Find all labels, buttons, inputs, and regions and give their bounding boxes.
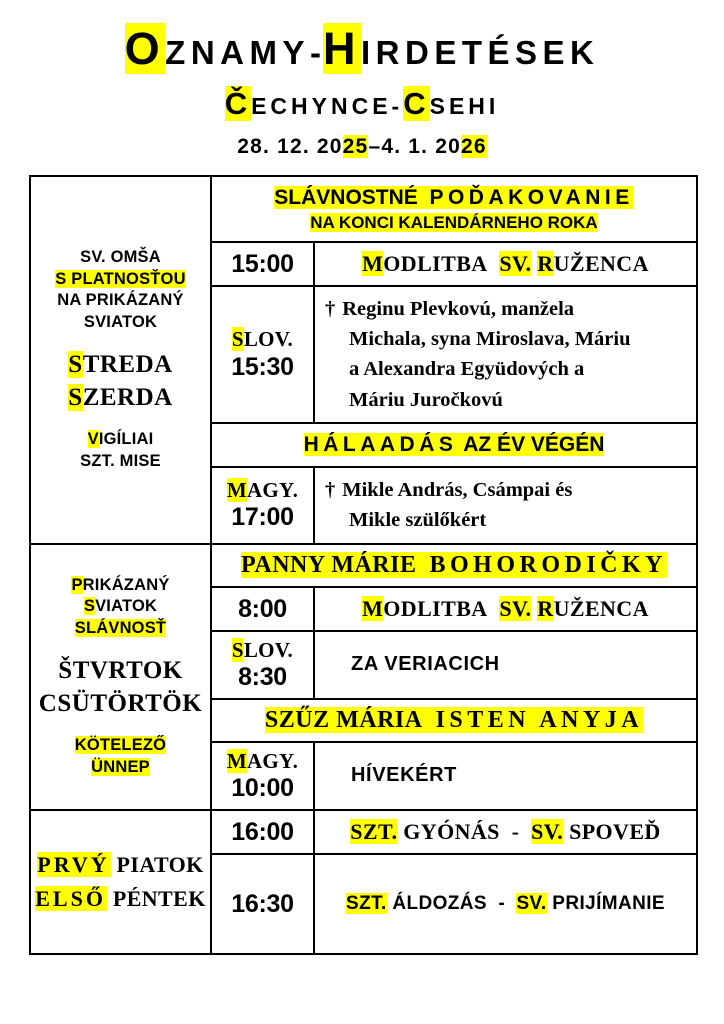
table-row xyxy=(30,544,697,587)
day-name-rest: PÉNTEK xyxy=(112,885,206,911)
time-value: 8:00 xyxy=(238,594,287,623)
day-name-initial: C xyxy=(38,689,58,717)
intention-line xyxy=(325,294,686,324)
table-row xyxy=(30,176,697,242)
day-footer-line xyxy=(35,735,206,757)
mass-intention-text xyxy=(325,475,686,536)
intention-line-text: Mikle András, Csámpai és xyxy=(342,478,573,501)
date-end-prefix: 4. 1. 20 xyxy=(381,135,461,158)
title-rest-oznamy: ZNAMY xyxy=(165,34,310,71)
banner-text-wide: ISTEN ANYJA xyxy=(435,706,644,733)
day-name-slovak xyxy=(35,655,206,688)
mass-intention-text xyxy=(325,294,686,415)
day-name-rest: SÜTÖRTÖK xyxy=(57,689,203,717)
day-note-initial: P xyxy=(71,575,83,594)
day-footer-line xyxy=(35,757,206,779)
day-note-line xyxy=(35,596,206,618)
language-label xyxy=(214,749,311,773)
banner-line-1 xyxy=(218,552,690,579)
banner-subtext: NA KONCI KALENDÁRNEHO ROKA xyxy=(310,212,598,232)
subtitle-dash: - xyxy=(391,93,404,119)
desc-word-hu: GYÓNÁS xyxy=(403,818,500,844)
subtitle-initial-c: C xyxy=(403,86,430,121)
date-start-prefix: 28. 12. 20 xyxy=(237,135,343,158)
day-footer-text: SZT. MISE xyxy=(80,451,161,470)
time-cell xyxy=(211,587,314,631)
day-note-text-highlighted: S PLATNOSŤOU xyxy=(55,269,186,288)
language-initial: S xyxy=(231,327,244,352)
day-name-highlighted: ELSŐ xyxy=(35,885,106,911)
day-footer-text-highlighted: KÖTELEZŐ xyxy=(74,736,167,755)
subtitle-rest-echynce: ECHYNCE xyxy=(251,93,392,119)
desc-abbrev: SV. xyxy=(499,250,532,276)
day-note-text-highlighted: SLÁVNOSŤ xyxy=(74,619,167,638)
time-value: 10:00 xyxy=(231,773,294,802)
day-footer-line xyxy=(35,429,206,451)
day-footer-initial: V xyxy=(87,430,99,449)
mass-schedule-table xyxy=(29,175,698,955)
banner-text-main: PANNY MÁRIE xyxy=(241,551,417,578)
time-value: 15:00 xyxy=(231,249,294,278)
banner-text-wide: POĎAKOVANIE xyxy=(429,186,634,209)
banner-line-2 xyxy=(218,212,690,234)
spacer xyxy=(35,334,206,349)
desc-word: ODLITBA xyxy=(383,595,488,621)
banner-text-wide: BOHORODIČKY xyxy=(429,551,667,578)
desc-word-sk: PRIJÍMANIE xyxy=(552,892,665,914)
cross-icon: † xyxy=(325,297,336,320)
description-cell-intention xyxy=(314,467,697,544)
desc-initial: M xyxy=(362,250,384,276)
intention-line xyxy=(325,324,686,354)
desc-abbrev: SV. xyxy=(499,595,532,621)
page-subtitle xyxy=(0,88,724,119)
intention-line-text: Mikle szülőkért xyxy=(349,509,487,532)
description-cell-rosary xyxy=(314,242,697,286)
day-note-text: NA PRIKÁZANÝ xyxy=(57,291,184,310)
desc-separator: - xyxy=(498,892,506,914)
day-name-rest: PIATOK xyxy=(116,851,204,877)
day-note-text: SVIATOK xyxy=(83,313,158,332)
day-footer-text-highlighted: ÜNNEP xyxy=(91,757,150,776)
day-note-line xyxy=(35,575,206,597)
time-value: 16:00 xyxy=(231,817,294,846)
language-rest: LOV. xyxy=(243,637,294,662)
subtitle-initial-c-caron: Č xyxy=(224,86,252,121)
description-text xyxy=(325,819,686,845)
section-banner-halaadas xyxy=(211,423,697,467)
date-range xyxy=(0,135,724,159)
day-footer-rest: IGÍLIAI xyxy=(98,430,154,449)
day-note-initial: S xyxy=(83,597,96,616)
day-cell-wednesday xyxy=(30,176,211,544)
day-note-text: SV. OMŠA xyxy=(80,247,161,266)
section-banner-panny-marie xyxy=(211,544,697,587)
desc-word: ODLITBA xyxy=(383,250,488,276)
desc-abbrev-sk: SV. xyxy=(531,818,564,844)
desc-initial: M xyxy=(362,595,384,621)
banner-text-rest: AZ ÉV VÉGÉN xyxy=(463,433,605,457)
time-cell-slovak-mass xyxy=(211,631,314,699)
day-footer-line xyxy=(35,451,206,473)
desc-abbrev-sk: SV. xyxy=(516,892,547,914)
language-rest: LOV. xyxy=(243,327,294,352)
description-text: HÍVEKÉRT xyxy=(351,764,457,787)
intention-line-text: Máriu Juročkovú xyxy=(349,388,503,411)
banner-line-1 xyxy=(218,431,690,459)
day-note-line xyxy=(35,312,206,334)
description-cell-intention xyxy=(314,631,697,699)
time-cell xyxy=(211,854,314,954)
table-row xyxy=(30,810,697,854)
time-cell xyxy=(211,810,314,854)
intention-line xyxy=(325,475,686,505)
day-name-highlighted: PRVÝ xyxy=(37,851,110,877)
language-initial: M xyxy=(226,748,247,773)
language-label xyxy=(214,478,311,502)
banner-line-1 xyxy=(218,184,690,212)
description-text: ZA VERIACICH xyxy=(351,653,500,676)
desc-word: UŽENCA xyxy=(553,595,649,621)
subtitle-rest-csehi: SEHI xyxy=(429,93,500,119)
time-cell-slovak-mass xyxy=(211,286,314,423)
description-cell-confession xyxy=(314,810,697,854)
day-name-initial: Š xyxy=(58,657,73,685)
desc-initial: R xyxy=(537,250,554,276)
desc-initial: R xyxy=(537,595,554,621)
spacer xyxy=(35,640,206,655)
day-name-hungarian xyxy=(35,882,206,916)
date-start-year-suffix: 25 xyxy=(342,135,369,158)
language-initial: M xyxy=(226,478,247,503)
day-name-hungarian xyxy=(35,382,206,415)
title-dash: - xyxy=(309,34,323,71)
day-note-line xyxy=(35,290,206,312)
intention-line xyxy=(325,385,686,415)
time-cell-hungarian-mass xyxy=(211,742,314,810)
intention-line-text: Reginu Plevkovú, manžela xyxy=(342,297,575,320)
language-initial: S xyxy=(231,637,244,662)
desc-separator: - xyxy=(511,818,520,844)
intention-line xyxy=(325,505,686,535)
day-cell-thursday xyxy=(30,544,211,810)
cross-icon: † xyxy=(325,478,336,501)
description-text xyxy=(325,893,686,915)
day-note-rest: VIATOK xyxy=(95,597,158,616)
desc-word-hu: ÁLDOZÁS xyxy=(392,892,488,914)
day-note-rest: RIKÁZANÝ xyxy=(82,575,170,594)
language-label xyxy=(214,638,311,662)
title-initial-o: O xyxy=(124,23,166,74)
desc-word: UŽENCA xyxy=(553,250,649,276)
intention-line-text: a Alexandra Együdových a xyxy=(349,358,585,381)
desc-abbrev-hu: SZT. xyxy=(350,818,398,844)
language-label xyxy=(214,327,311,351)
day-note-line xyxy=(35,618,206,640)
section-banner-slavnostne xyxy=(211,176,697,242)
time-value: 16:30 xyxy=(231,889,294,918)
day-name-initial: S xyxy=(68,351,83,379)
day-name-rest: ZERDA xyxy=(82,383,173,411)
description-cell-communion xyxy=(314,854,697,954)
time-value: 17:00 xyxy=(231,503,294,532)
desc-abbrev-hu: SZT. xyxy=(346,892,387,914)
page-title xyxy=(0,23,724,74)
banner-text-wide: HÁLAADÁS xyxy=(303,433,458,457)
title-rest-hirdetesek: IRDETÉSEK xyxy=(360,34,600,71)
description-text xyxy=(325,251,686,277)
banner-text-main: SZŰZ MÁRIA xyxy=(264,706,423,733)
description-text xyxy=(325,596,686,622)
date-range-dash: – xyxy=(368,135,382,158)
language-rest: AGY. xyxy=(246,748,299,773)
day-cell-first-friday xyxy=(30,810,211,954)
desc-word-sk: SPOVEĎ xyxy=(569,818,661,844)
spacer xyxy=(35,720,206,735)
section-banner-szuz-maria xyxy=(211,699,697,742)
time-value: 8:30 xyxy=(238,662,287,691)
day-name-rest: TREDA xyxy=(82,351,173,379)
day-name-slovak xyxy=(35,848,206,882)
banner-line-1 xyxy=(218,707,690,734)
spacer xyxy=(35,414,206,429)
time-cell-hungarian-mass xyxy=(211,467,314,544)
day-name-hungarian xyxy=(35,688,206,721)
day-name-initial: S xyxy=(68,383,83,411)
intention-line xyxy=(325,354,686,384)
date-end-year-suffix: 26 xyxy=(460,135,487,158)
language-rest: AGY. xyxy=(246,478,299,503)
intention-line-text: Michala, syna Miroslava, Máriu xyxy=(349,328,631,351)
banner-text-main: SLÁVNOSTNÉ xyxy=(274,186,418,209)
time-value: 15:30 xyxy=(231,352,294,381)
document-header xyxy=(0,0,724,159)
description-cell-intention xyxy=(314,286,697,423)
day-note-line xyxy=(35,247,206,269)
title-initial-h: H xyxy=(322,23,361,74)
time-cell xyxy=(211,242,314,286)
day-name-rest: TVRTOK xyxy=(72,657,183,685)
day-note-line xyxy=(35,269,206,291)
description-cell-intention xyxy=(314,742,697,810)
day-name-slovak xyxy=(35,349,206,382)
description-cell-rosary xyxy=(314,587,697,631)
